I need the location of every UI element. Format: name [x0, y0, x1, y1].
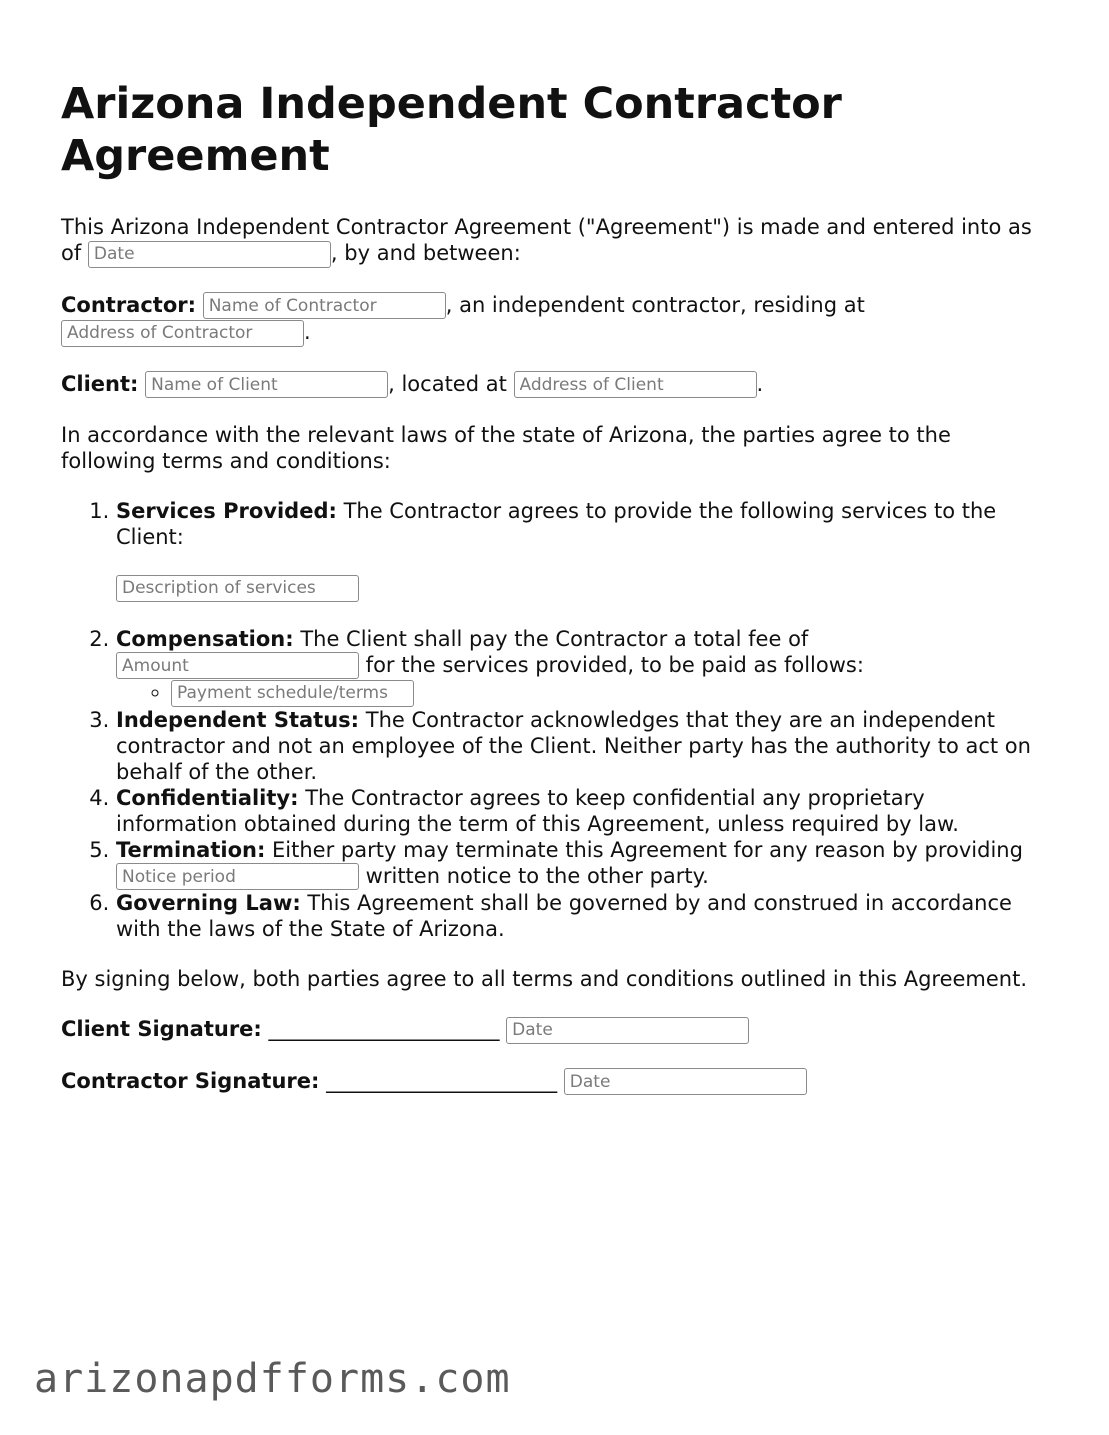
- payment-terms-list: [116, 679, 1051, 707]
- term-governing-text: This Agreement shall be governed by and construed in accordance with the laws of the State of Arizona.: [116, 891, 1012, 941]
- contractor-signature-label: Contractor Signature:: [61, 1068, 320, 1093]
- client-signature-date-field[interactable]: [506, 1017, 749, 1044]
- client-text: , located at: [388, 371, 514, 396]
- contractor-signature-line: ______________________: [319, 1068, 564, 1093]
- page-title: Arizona Independent Contractor Agreement: [61, 79, 842, 181]
- client-paragraph: [61, 371, 1051, 399]
- term-compensation-text-after: for the services provided, to be paid as follows:: [359, 652, 864, 677]
- contractor-name-field[interactable]: [203, 292, 446, 319]
- agreement-document: [61, 78, 1051, 1119]
- client-name-field[interactable]: [145, 371, 388, 398]
- term-confidentiality-text: The Contractor agrees to keep confidential any proprietary information obtained during the term of this Agreement, unless required by law.: [116, 785, 959, 836]
- client-signature-line: ______________________: [261, 1017, 507, 1041]
- term-termination: [116, 837, 1051, 891]
- term-independent-text: The Contractor acknowledges that they are an independent contractor and not an employee of the Client. Neither party has the authority to act on behalf of the other.: [116, 707, 1031, 784]
- term-independent-status: [116, 707, 1051, 785]
- term-services-label: Services Provided:: [116, 499, 337, 523]
- compensation-amount-field[interactable]: [116, 652, 359, 679]
- client-text-end: .: [756, 371, 764, 396]
- notice-period-field[interactable]: [116, 863, 359, 890]
- client-address-field[interactable]: [514, 371, 757, 398]
- term-confidentiality: [116, 785, 1051, 837]
- term-termination-text-after: written notice to the other party.: [359, 863, 709, 888]
- term-compensation-label: Compensation:: [116, 626, 294, 651]
- contractor-paragraph: [61, 292, 1051, 347]
- term-termination-text: Either party may terminate this Agreement for any reason by providing: [265, 837, 1023, 862]
- client-signature-label: Client Signature:: [61, 1017, 262, 1041]
- services-description-field[interactable]: [116, 575, 359, 602]
- terms-list: [61, 498, 1051, 942]
- term-compensation-text: The Client shall pay the Contractor a total fee of: [293, 626, 809, 651]
- term-independent-label: Independent Status:: [116, 707, 360, 732]
- term-governing-law: [116, 890, 1051, 942]
- term-confidentiality-label: Confidentiality:: [116, 785, 299, 810]
- closing-paragraph: By signing below, both parties agree to all terms and conditions outlined in this Agreement.: [61, 967, 1028, 991]
- client-label: Client:: [61, 371, 139, 396]
- services-field-wrap: [116, 574, 1051, 602]
- client-signature-row: [61, 1016, 1051, 1044]
- term-termination-label: Termination:: [116, 837, 266, 862]
- intro-paragraph: [61, 214, 1051, 268]
- intro-text: This Arizona Independent Contractor Agreement ("Agreement") is made and entered into as of: [61, 215, 1032, 265]
- agreement-date-field[interactable]: [88, 241, 331, 268]
- term-governing-label: Governing Law:: [116, 891, 301, 915]
- term-services: [116, 498, 1051, 602]
- contractor-text-end: .: [304, 320, 311, 344]
- contractor-address-field[interactable]: [61, 320, 304, 347]
- contractor-label: Contractor:: [61, 292, 197, 317]
- contractor-signature-row: [61, 1068, 1051, 1096]
- payment-terms-item: [171, 679, 1051, 707]
- payment-schedule-field[interactable]: [171, 680, 414, 707]
- accordance-paragraph: In accordance with the relevant laws of the state of Arizona, the parties agree to the following terms and conditions:: [61, 423, 951, 473]
- contractor-text: , an independent contractor, residing at: [445, 292, 865, 317]
- site-watermark: arizonapdfforms.com: [34, 1356, 511, 1402]
- intro-text-end: , by and between:: [330, 241, 521, 265]
- term-compensation: [116, 626, 1051, 707]
- contractor-signature-date-field[interactable]: [564, 1068, 807, 1095]
- term-services-text: The Contractor agrees to provide the following services to the Client:: [116, 499, 997, 549]
